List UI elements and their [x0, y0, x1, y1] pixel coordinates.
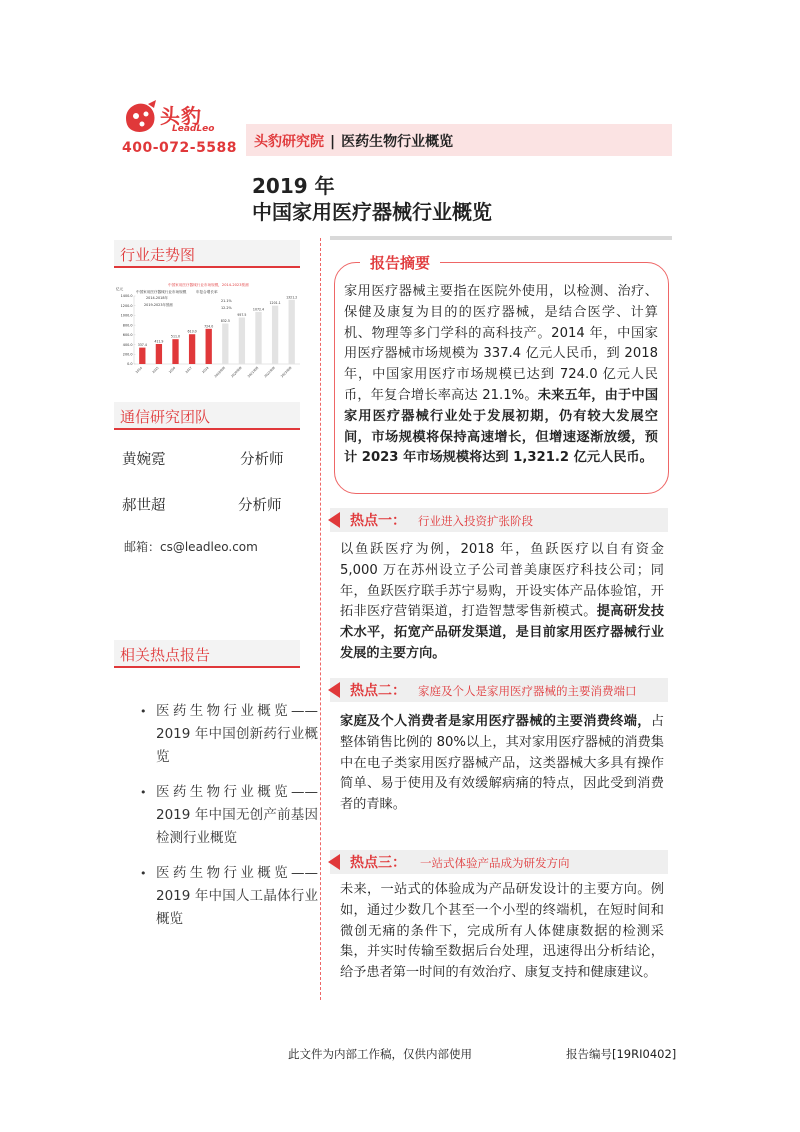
y-tick-label: 200.0 [122, 352, 133, 357]
member-name: 郝世超 [122, 498, 166, 514]
chart-legend-title: 中国家用医疗器械行业市场规模 [136, 290, 187, 294]
y-tick-label: 800.0 [122, 323, 133, 328]
x-tick-label: 2017 [184, 365, 193, 375]
title-year: 2019 年 [252, 174, 335, 198]
x-tick-label: 2021预测 [246, 365, 260, 379]
team-heading-line [114, 428, 300, 430]
team-heading-bar [114, 402, 300, 428]
x-tick-label: 2015 [151, 365, 160, 375]
chart-legend-item-2: 2019-2023年预测 [144, 303, 173, 307]
member-role: 分析师 [240, 452, 284, 468]
trend-heading-bar [114, 240, 300, 266]
related-heading-line [114, 666, 300, 668]
related-report-link[interactable]: • 医药生物行业概览——2019 年中国无创产前基因检测行业概览 [140, 781, 318, 850]
triangle-marker-icon [328, 682, 340, 698]
x-tick-label: 2014 [134, 365, 144, 375]
summary-text [344, 282, 658, 469]
bar [172, 339, 178, 364]
bar [189, 334, 195, 364]
x-tick-label: 2019预测 [213, 365, 227, 379]
hot-point-2-bar [330, 678, 668, 702]
bar-value-label: 613.0 [187, 329, 197, 334]
chart-bars [135, 295, 298, 378]
hot-point-1-bold: 提高研发技术水平，拓宽产品研发渠道，是目前家用医疗器械行业发展的主要方向。 [340, 604, 665, 661]
bar [239, 317, 245, 364]
y-tick-label: 600.0 [122, 333, 133, 338]
hot-point-3-bar [330, 850, 668, 874]
banner-topic: 医药生物行业概览 [341, 134, 454, 150]
related-heading-bar [114, 640, 300, 666]
bar-value-label: 1201.1 [269, 301, 281, 306]
trend-heading: 行业走势图 [120, 246, 196, 264]
brand-name: 头豹 [160, 104, 202, 128]
chart-cagr-title: 年复合增长率 [196, 290, 218, 294]
trend-heading-line [114, 266, 300, 268]
header-banner [246, 124, 672, 156]
team-heading: 通信研究团队 [120, 408, 211, 426]
report-number: 报告编号[19RI0402] [566, 1047, 677, 1061]
bar [289, 300, 295, 364]
hot-point-3-label: 热点三： [350, 855, 406, 871]
x-tick-label: 2023预测 [279, 365, 293, 379]
footer-notice: 此文件为内部工作稿，仅供内部使用 [288, 1047, 472, 1061]
hot-point-2-normal: 占整体销售比例的 80%以上，其对家用医疗器械的消费集中在电子类家用医疗器械产品，这类器械大多具有操作简单、易于使用及有效缓解病痛的特点，因此受到消费者的青睐。 [340, 714, 664, 813]
y-tick-label: 1200.0 [120, 303, 133, 308]
x-tick-label: 2016 [167, 365, 177, 375]
bar-value-label: 832.5 [220, 319, 230, 324]
top-divider [330, 236, 672, 240]
hot-point-2-text [340, 712, 664, 816]
column-divider [320, 238, 321, 1000]
phone-number: 400-072-5588 [122, 140, 238, 156]
bar [139, 348, 145, 364]
hot-point-2-label: 热点二： [350, 683, 406, 699]
hot-point-3-title: 一站式体验产品成为研发方向 [420, 856, 570, 870]
hot-point-1-text [340, 540, 664, 665]
triangle-marker-icon [328, 512, 340, 528]
bar [255, 312, 261, 364]
y-tick-label: 0.0 [127, 362, 133, 367]
contact-email[interactable]: 邮箱：cs@leadleo.com [124, 540, 258, 554]
bar-value-label: 1072.4 [252, 307, 265, 312]
x-tick-label: 2020预测 [230, 365, 243, 379]
hot-point-1-bar [330, 508, 668, 532]
bar [222, 324, 228, 364]
bar-value-label: 724.0 [204, 324, 214, 329]
hot-point-1-title: 行业进入投资扩张阶段 [418, 514, 533, 528]
bar [272, 306, 278, 364]
y-tick-label: 400.0 [122, 342, 133, 347]
summary-normal: 家用医疗器械主要指在医院外使用，以检测、治疗、保健及康复为目的的医疗器械，是结合医学、计算机、物理等多门学科的高科技产。2014 年，中国家用医疗器械市场规模为 337.4 亿元人民币，到 2018 年，中国家用医疗市场规模已达到 724.0 亿元人民币，年复合增长率高达 21.1%。 [344, 284, 658, 403]
chart-title: 中国家用医疗器械行业市场规模，2014-2023预测 [168, 283, 249, 287]
member-role: 分析师 [238, 498, 282, 514]
related-report-link[interactable]: • 医药生物行业概览——2019 年中国创新药行业概览 [140, 700, 318, 769]
bar-value-label: 1321.2 [286, 295, 298, 300]
summary-bold: 未来五年，由于中国家用医疗器械行业处于发展初期，仍有较大发展空间，市场规模将保持高速增长，但增速逐渐放缓，预计 2023 年市场规模将达到 1,321.2 亿元人民币。 [344, 387, 659, 466]
x-tick-label: 2022预测 [263, 365, 276, 379]
hot-point-2-title: 家庭及个人是家用医疗器械的主要消费端口 [418, 684, 637, 698]
page-title: 中国家用医疗器械行业概览 [252, 200, 492, 224]
bar-value-label: 511.0 [170, 334, 181, 339]
market-size-chart [114, 280, 304, 380]
related-heading: 相关热点报告 [120, 646, 211, 664]
x-tick-label: 2018 [201, 365, 210, 375]
hot-point-1-label: 热点一： [350, 513, 406, 529]
leopard-icon [122, 100, 158, 136]
bar-value-label: 957.5 [237, 312, 247, 317]
hot-point-1-normal: 以鱼跃医疗为例，2018 年，鱼跃医疗以自有资金 5,000 万在苏州设立子公司普美康医疗科技公司；同年，鱼跃医疗联手苏宁易购，开设实体产品体验馆，开拓非医疗营销渠道，打造智慧零售新模式。 [340, 542, 664, 620]
related-report-list [140, 700, 318, 943]
summary-tag: 报告摘要 [360, 250, 440, 275]
triangle-marker-icon [328, 854, 340, 870]
y-tick-label: 1400.0 [120, 294, 133, 299]
chart-legend-item-1: 2014-2018年 [146, 296, 168, 300]
hot-point-3-text: 未来，一站式的体验成为产品研发设计的主要方向。例如，通过少数几个甚至一个小型的终端机，在短时间和微创无痛的条件下，完成所有人体健康数据的检测采集，并实时传输至数据后台处理，迅速得出分析结论，给予患者第一时间的有效治疗、康复支持和健康建议。 [340, 882, 664, 981]
chart-y-label: 亿元 [116, 287, 124, 291]
banner-separator: | [330, 134, 336, 150]
bar-value-label: 337.4 [137, 343, 147, 348]
bar [206, 329, 212, 364]
bar [156, 344, 162, 364]
related-report-link[interactable]: • 医药生物行业概览——2019 年中国人工晶体行业概览 [140, 862, 318, 931]
hot-point-2-bold: 家庭及个人消费者是家用医疗器械的主要消费终端， [340, 714, 651, 729]
bar-value-label: 411.9 [154, 339, 164, 344]
banner-org: 头豹研究院 [254, 134, 324, 150]
brand-english: LeadLeo [172, 124, 215, 134]
member-name: 黄婉霓 [122, 452, 166, 468]
y-tick-label: 1000.0 [120, 313, 133, 318]
chart-cagr-1: 21.1% [221, 299, 232, 303]
chart-cagr-2: 12.2% [221, 306, 232, 310]
